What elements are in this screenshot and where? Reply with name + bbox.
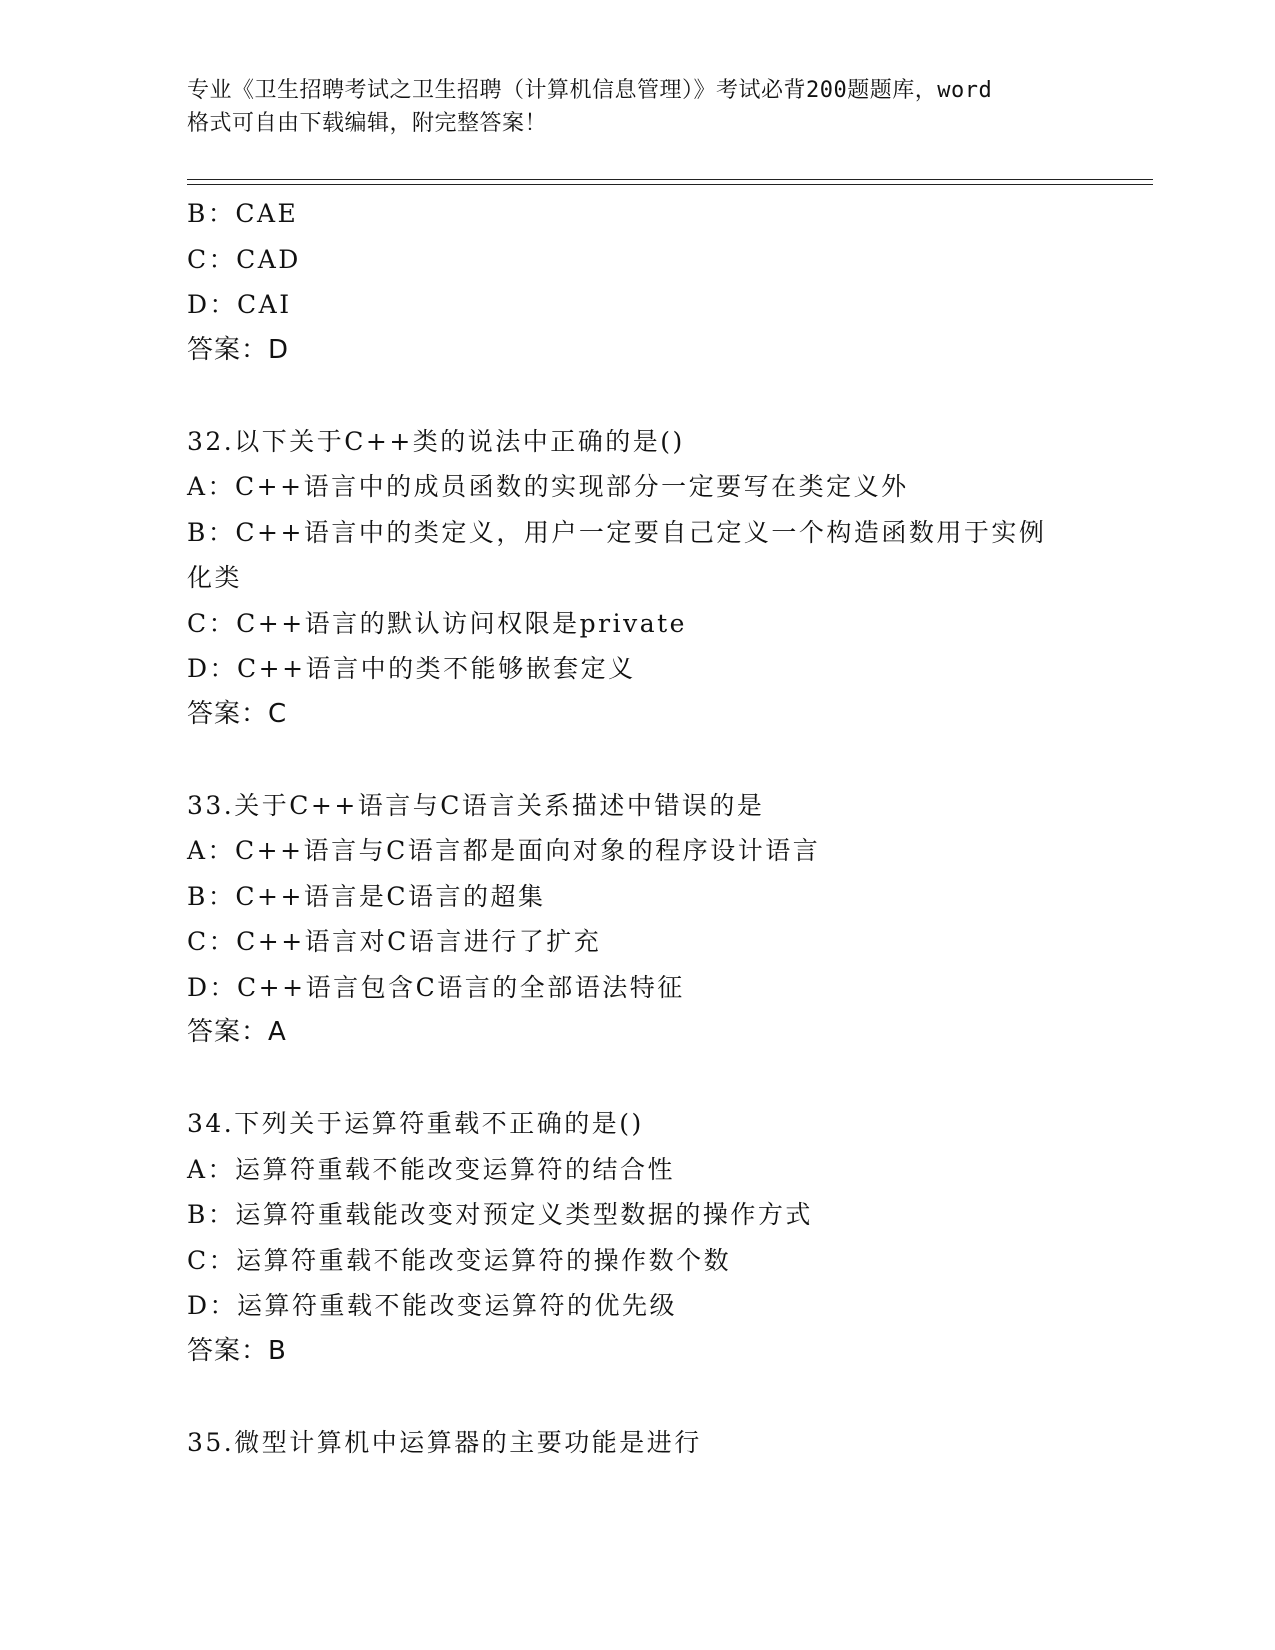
document-header xyxy=(187,74,1087,140)
spacer xyxy=(187,737,1087,783)
option-a: A：C++语言与C语言都是面向对象的程序设计语言 xyxy=(187,836,821,865)
answer-label: 答案：D xyxy=(187,334,290,365)
option-d: D：运算符重载不能改变运算符的优先级 xyxy=(187,1291,678,1320)
option-a: A：运算符重载不能改变运算符的结合性 xyxy=(187,1154,676,1184)
answer-label: 答案：C xyxy=(187,698,288,729)
header-line-2: 格式可自由下载编辑，附完整答案！ xyxy=(187,111,548,136)
header-rule-top xyxy=(187,179,1153,180)
option-d: D：C++语言包含C语言的全部语法特征 xyxy=(187,972,685,1002)
answer-label: 答案：B xyxy=(187,1335,287,1366)
question-stem: 32.以下关于C++类的说法中正确的是() xyxy=(187,426,685,456)
question-34 xyxy=(187,1101,1087,1374)
option-d: D：C++语言中的类不能够嵌套定义 xyxy=(187,654,636,683)
option-c: C：运算符重载不能改变运算符的操作数个数 xyxy=(187,1245,732,1275)
option-b: B：C++语言中的类定义，用户一定要自己定义一个构造函数用于实例 xyxy=(187,517,1047,547)
option-d: D：CAI xyxy=(187,290,292,319)
option-b-continued: 化类 xyxy=(187,563,243,592)
option-a: A：C++语言中的成员函数的实现部分一定要写在类定义外 xyxy=(187,472,909,501)
question-32 xyxy=(187,419,1087,738)
question-list xyxy=(187,191,1087,1465)
header-rule-bottom xyxy=(187,184,1153,185)
option-b: B：C++语言是C语言的超集 xyxy=(187,881,546,911)
answer-label: 答案：A xyxy=(187,1017,287,1047)
option-b: B：CAE xyxy=(187,199,299,228)
option-b: B：运算符重载能改变对预定义类型数据的操作方式 xyxy=(187,1200,813,1229)
spacer xyxy=(187,1056,1087,1102)
question-stem: 35.微型计算机中运算器的主要功能是进行 xyxy=(187,1427,702,1457)
option-c: C：C++语言的默认访问权限是private xyxy=(187,608,687,638)
question-31-continuation xyxy=(187,191,1087,373)
option-c: C：CAD xyxy=(187,244,301,274)
spacer xyxy=(187,1374,1087,1420)
question-stem: 33.关于C++语言与C语言关系描述中错误的是 xyxy=(187,790,765,820)
question-stem: 34.下列关于运算符重载不正确的是() xyxy=(187,1109,644,1138)
option-c: C：C++语言对C语言进行了扩充 xyxy=(187,927,602,956)
question-33 xyxy=(187,783,1087,1056)
question-35 xyxy=(187,1420,1087,1466)
header-line-1: 专业《卫生招聘考试之卫生招聘（计算机信息管理）》考试必背200题题库，word xyxy=(187,78,993,103)
spacer xyxy=(187,373,1087,419)
